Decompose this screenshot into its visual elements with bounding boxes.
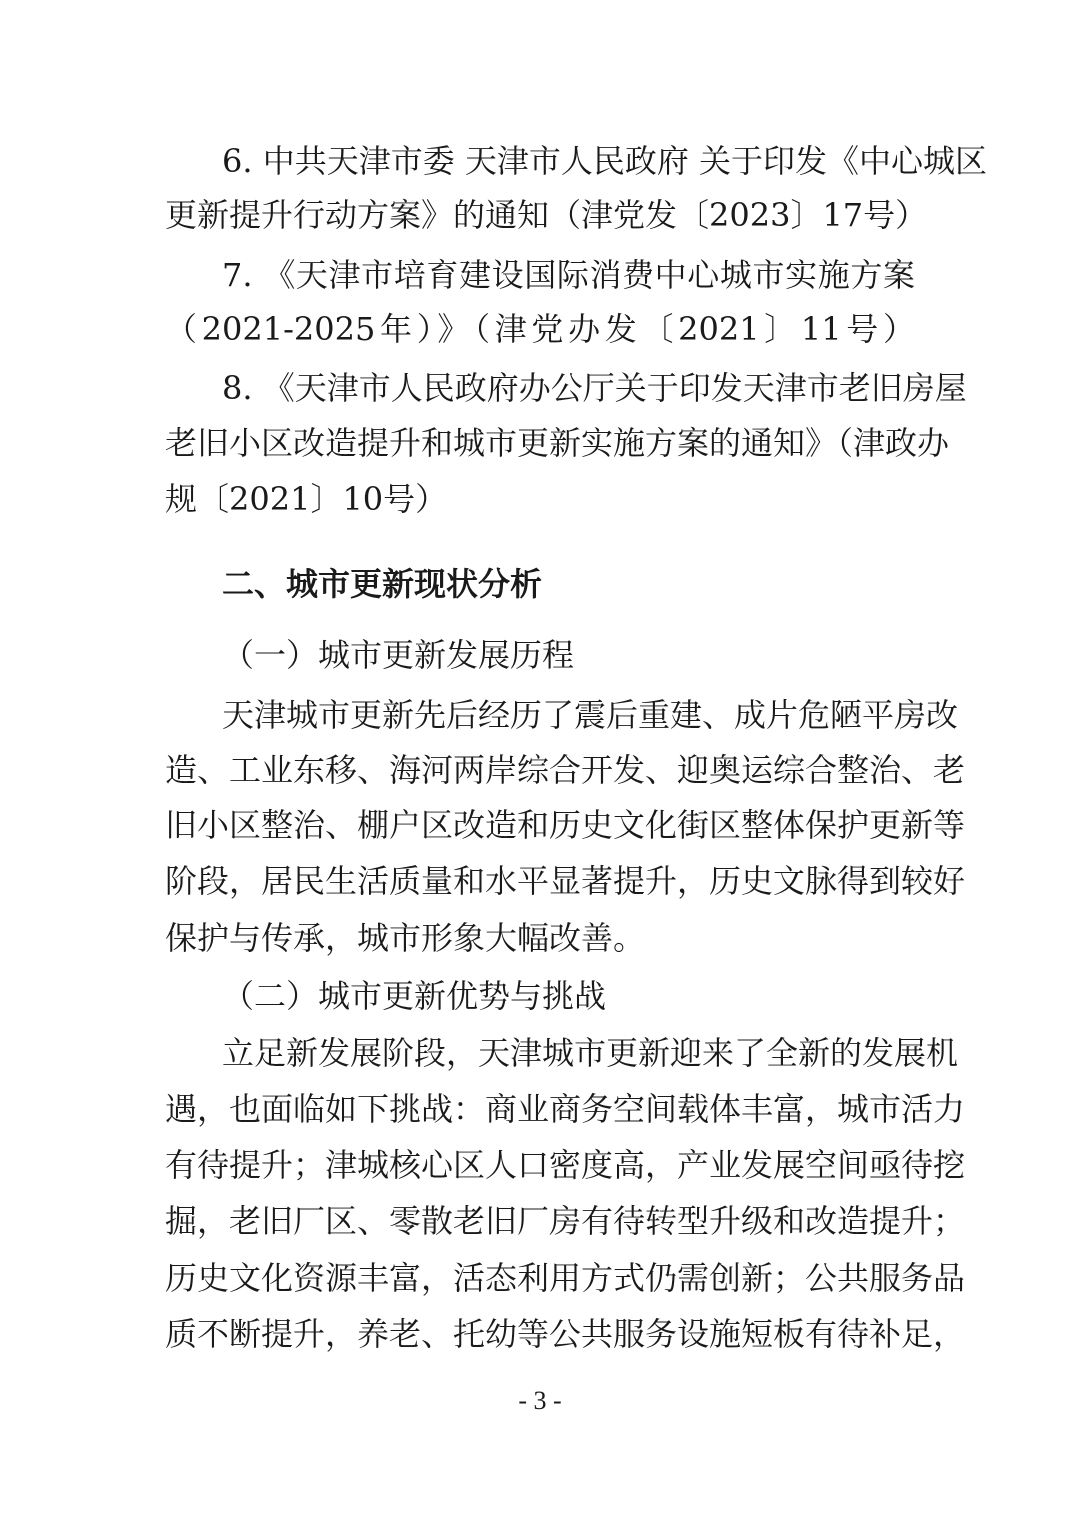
subsection-1-line: 天津城市更新先后经历了震后重建、成片危陋平房改: [222, 696, 959, 734]
reference-item-8-line-3: 规〔2021〕10号）: [165, 480, 448, 518]
subsection-1-line: 保护与传承，城市形象大幅改善。: [165, 919, 646, 957]
reference-item-6-line-2: 更新提升行动方案》的通知（津党发〔2023〕17号）: [165, 196, 928, 234]
subsection-2-title: （二）城市更新优势与挑战: [222, 977, 607, 1015]
reference-item-8-line-2: 老旧小区改造提升和城市更新实施方案的通知》（津政办: [165, 424, 950, 462]
subsection-2-line: 历史文化资源丰富，活态利用方式仍需创新；公共服务品: [165, 1259, 966, 1297]
subsection-2-line: 有待提升；津城核心区人口密度高，产业发展空间亟待挖: [165, 1146, 966, 1184]
subsection-1-line: 阶段，居民生活质量和水平显著提升，历史文脉得到较好: [165, 862, 966, 900]
subsection-1-line: 旧小区整治、棚户区改造和历史文化街区整体保护更新等: [165, 806, 966, 844]
subsection-1-title: （一）城市更新发展历程: [222, 636, 575, 674]
subsection-1-line: 造、工业东移、海河两岸综合开发、迎奥运综合整治、老: [165, 751, 966, 789]
subsection-2-line: 质不断提升，养老、托幼等公共服务设施短板有待补足，: [165, 1315, 966, 1353]
reference-item-7-line-2: （2021-2025年）》（津党办发〔2021〕11号）: [165, 310, 915, 348]
subsection-2-line: 掘，老旧厂区、零散老旧厂房有待转型升级和改造提升；: [165, 1202, 966, 1240]
reference-item-6-line-1: 6. 中共天津市委 天津市人民政府 关于印发《中心城区: [222, 142, 988, 180]
reference-item-7-line-1: 7. 《天津市培育建设国际消费中心城市实施方案: [222, 256, 915, 294]
reference-item-8-line-1: 8. 《天津市人民政府办公厅关于印发天津市老旧房屋: [222, 369, 967, 407]
subsection-2-line: 遇，也面临如下挑战：商业商务空间载体丰富，城市活力: [165, 1090, 966, 1128]
section-heading: 二、城市更新现状分析: [222, 565, 543, 603]
subsection-2-line: 立足新发展阶段，天津城市更新迎来了全新的发展机: [222, 1034, 959, 1072]
page-number: - 3 -: [518, 1386, 562, 1415]
